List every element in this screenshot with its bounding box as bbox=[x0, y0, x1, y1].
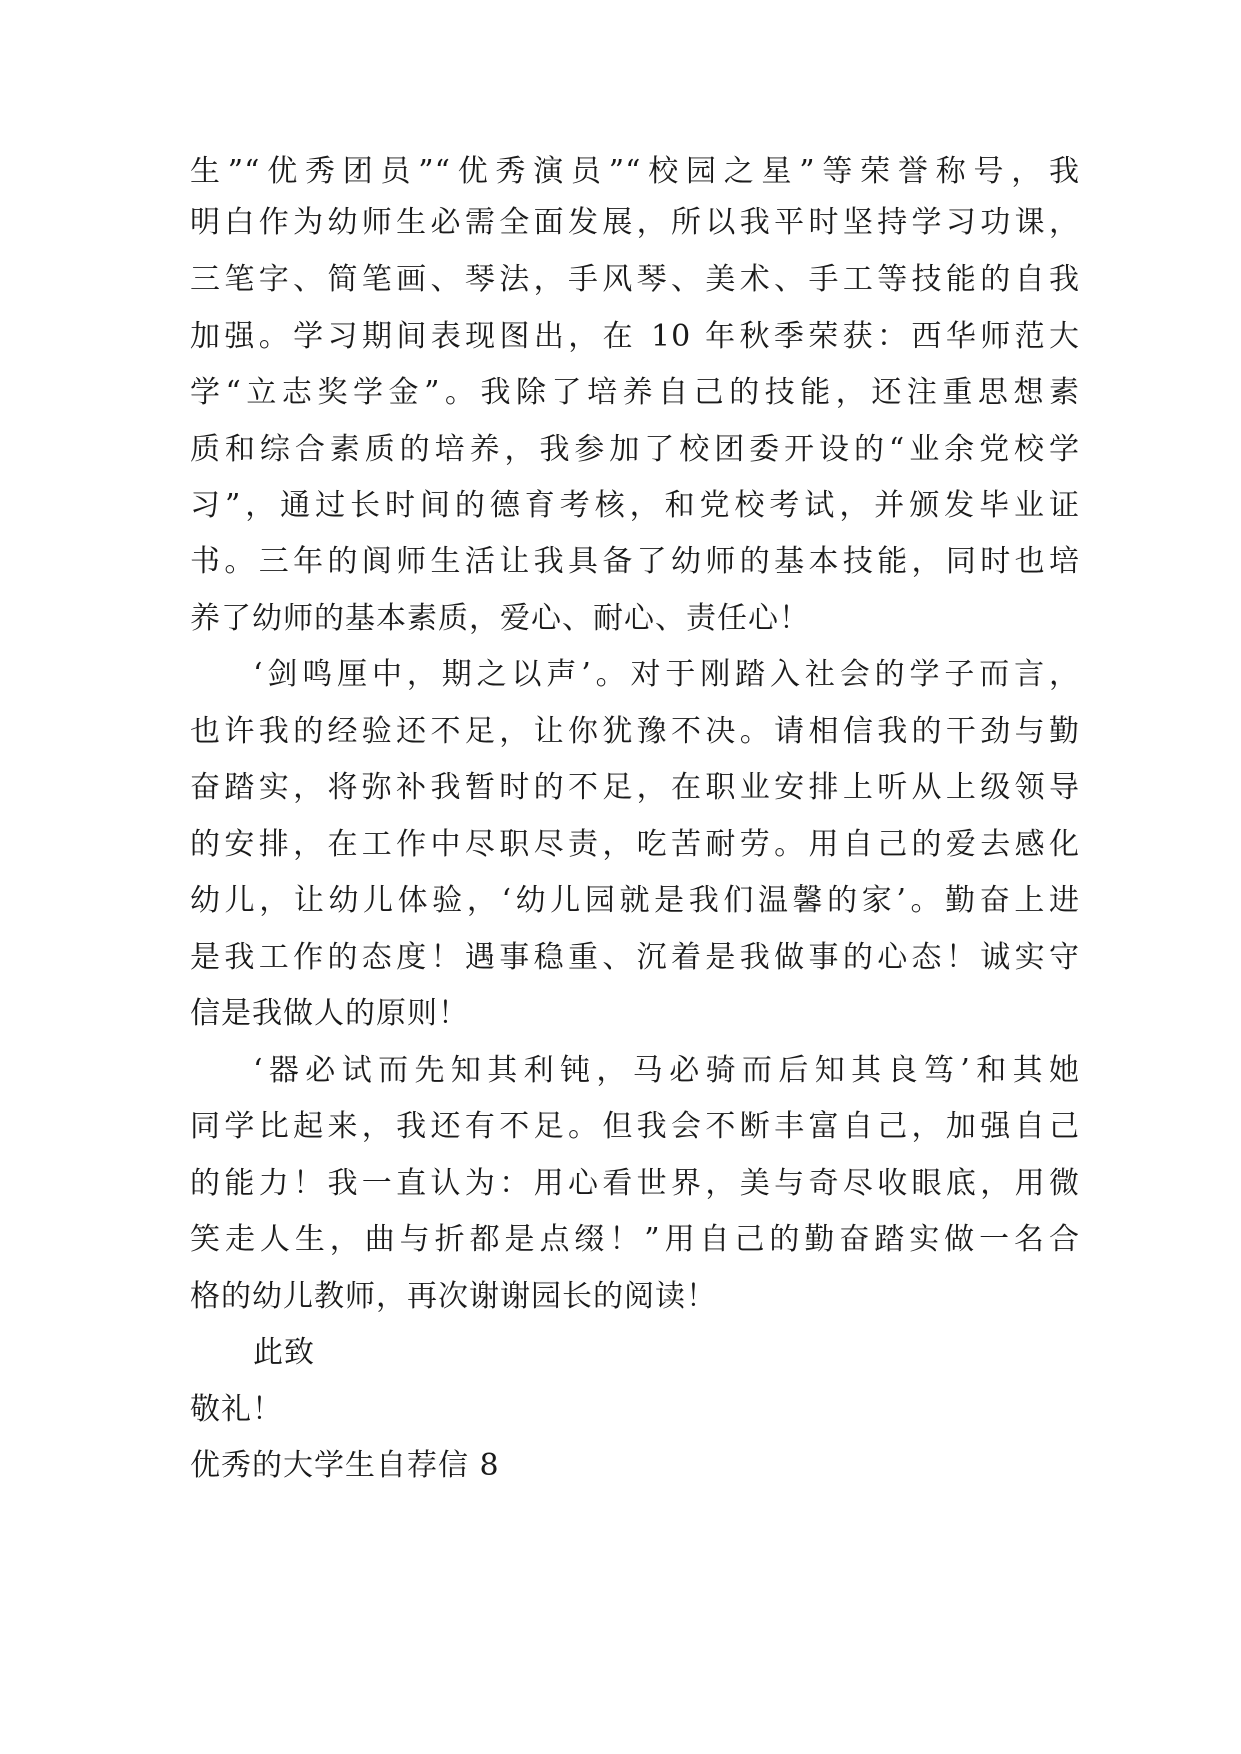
paragraph-line: 书。三年的阆师生活让我具备了幼师的基本技能，同时也培 bbox=[190, 544, 1080, 579]
paragraph-line: 质和综合素质的培养，我参加了校团委开设的“业余党校学 bbox=[190, 432, 1080, 467]
paragraph-line: 同学比起来，我还有不足。但我会不断丰富自己，加强自己 bbox=[190, 1109, 1080, 1144]
paragraph-line: 明白作为幼师生必需全面发展，所以我平时坚持学习功课， bbox=[190, 205, 1080, 240]
paragraph-line: 信是我做人的原则！ bbox=[190, 996, 469, 1031]
section-heading: 优秀的大学生自荐信 8 bbox=[190, 1448, 500, 1483]
paragraph-line: 的能力！我一直认为：用心看世界，美与奇尽收眼底，用微 bbox=[190, 1166, 1080, 1201]
paragraph-line: 笑走人生，曲与折都是点缀！”用自己的勤奋踏实做一名合 bbox=[190, 1222, 1080, 1257]
paragraph-line: ‘剑鸣厘中，期之以声’。对于刚踏入社会的学子而言， bbox=[253, 657, 1080, 692]
paragraph-line: 养了幼师的基本素质，爱心、耐心、责任心！ bbox=[190, 601, 810, 636]
paragraph-line: 学“立志奖学金”。我除了培养自己的技能，还注重思想素 bbox=[190, 375, 1080, 410]
paragraph-line: 格的幼儿教师，再次谢谢园长的阅读！ bbox=[190, 1279, 717, 1314]
closing-regards: 敬礼！ bbox=[190, 1392, 283, 1427]
paragraph-line: 的安排，在工作中尽职尽责，吃苦耐劳。用自己的爱去感化 bbox=[190, 827, 1080, 862]
paragraph-line: 三笔字、简笔画、琴法，手风琴、美术、手工等技能的自我 bbox=[190, 262, 1080, 297]
paragraph-line: 习”，通过长时间的德育考核，和党校考试，并颁发毕业证 bbox=[190, 488, 1080, 523]
paragraph-line: 奋踏实，将弥补我暂时的不足，在职业安排上听从上级领导 bbox=[190, 770, 1080, 805]
paragraph-line: 幼儿，让幼儿体验，‘幼儿园就是我们温馨的家’。勤奋上进 bbox=[190, 883, 1080, 918]
paragraph-line: 也许我的经验还不足，让你犹豫不决。请相信我的干劲与勤 bbox=[190, 714, 1080, 749]
paragraph-line: 生”“优秀团员”“优秀演员”“校园之星”等荣誉称号，我 bbox=[190, 154, 1080, 189]
paragraph-line: ‘器必试而先知其利钝，马必骑而后知其良笃’和其她 bbox=[253, 1053, 1080, 1088]
paragraph-line: 加强。学习期间表现图出，在 10 年秋季荣获：西华师范大 bbox=[190, 319, 1080, 354]
paragraph-line: 是我工作的态度！遇事稳重、沉着是我做事的心态！诚实守 bbox=[190, 940, 1080, 975]
closing-salutation: 此致 bbox=[253, 1335, 315, 1370]
